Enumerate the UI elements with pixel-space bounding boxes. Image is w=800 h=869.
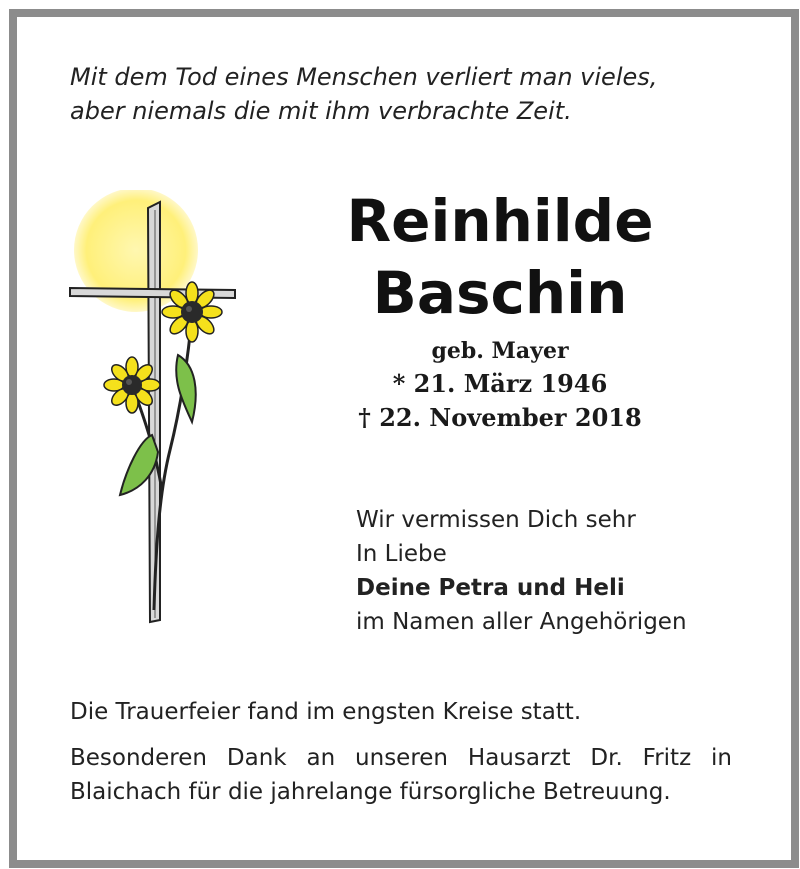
notes-section	[70, 695, 732, 809]
closing-line-1: Wir vermissen Dich sehr	[356, 507, 636, 533]
thanks-note: Besonderen Dank an unseren Hausarzt Dr. Fritz in Blaichach für die jahrelange fürsorgliche Betreuung.	[70, 745, 732, 805]
sunflower-bottom-icon	[104, 357, 160, 413]
maiden-name: geb. Mayer	[431, 338, 569, 364]
funeral-note: Die Trauerfeier fand im engsten Kreise statt.	[70, 699, 582, 725]
quote-line-2: aber niemals die mit ihm verbrachte Zeit.	[70, 97, 572, 125]
closing-message	[356, 503, 687, 639]
memorial-quote	[70, 60, 750, 128]
sunflower-top-icon	[162, 282, 222, 342]
quote-line-1: Mit dem Tod eines Menschen verliert man vieles,	[70, 63, 658, 91]
signers: Deine Petra und Heli	[356, 575, 625, 601]
cross-with-sunflowers-icon	[60, 190, 250, 630]
last-name: Baschin	[372, 259, 628, 327]
birth-date: * 21. März 1946	[392, 369, 608, 398]
closing-line-2: In Liebe	[356, 541, 447, 567]
death-date: † 22. November 2018	[358, 403, 642, 432]
closing-line-4: im Namen aller Angehörigen	[356, 609, 687, 635]
deceased-info	[330, 185, 670, 435]
first-name: Reinhilde	[346, 187, 654, 255]
